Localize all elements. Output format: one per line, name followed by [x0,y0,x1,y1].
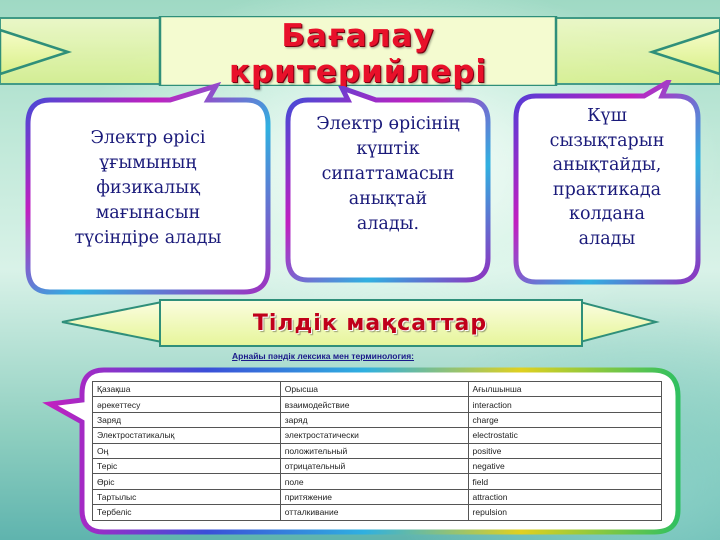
table-row [93,489,662,504]
table-cell: Заряд [93,412,281,427]
table-header-row [93,382,662,397]
header-russian: Орысша [280,382,468,397]
title-line-1: Бағалау [281,18,435,54]
table-cell: interaction [468,397,661,412]
table-row [93,397,662,412]
table-cell: field [468,474,661,489]
table-cell: поле [280,474,468,489]
table-cell: Оң [93,443,281,458]
table-cell: притяжение [280,489,468,504]
table-row [93,458,662,473]
table-row [93,428,662,443]
criterion-text-2: Электр өрісінің күштік сипаттамасын анықтай алады. [316,114,460,234]
table-cell: взаимодействие [280,397,468,412]
table-cell: положительный [280,443,468,458]
table-cell: attraction [468,489,661,504]
table-cell: отталкивание [280,505,468,520]
table-cell: repulsion [468,505,661,520]
vocabulary-caption: Арнайы пәндік лексика мен терминология: [232,351,415,361]
header-kazakh: Қазақша [93,382,281,397]
table-cell: positive [468,443,661,458]
table-cell: charge [468,412,661,427]
page-title [160,18,556,90]
table-cell: Электростатикалық [93,428,281,443]
table-cell: заряд [280,412,468,427]
criterion-card-3 [510,80,704,290]
criterion-text-1: Электр өрісі ұғымының физикалық мағынасын түсіндіре алады [74,128,222,248]
table-cell: электростатически [280,428,468,443]
table-row [93,505,662,520]
criterion-text-3: Күш сызықтарын анықтайды, практикада колдана алады [549,106,665,249]
table-cell: Теріс [93,458,281,473]
header-english: Ағылшынша [468,382,661,397]
criterion-card-2 [282,86,494,288]
table-cell: Тербеліс [93,505,281,520]
table-cell: отрицательный [280,458,468,473]
table-cell: әрекеттесу [93,397,281,412]
lang-right-arrow-icon [580,302,656,342]
table-row [93,474,662,489]
title-line-2: критерийлері [228,54,488,90]
table-cell: Тартылыс [93,489,281,504]
table-row [93,412,662,427]
table-cell: Өріс [93,474,281,489]
criterion-card-1 [20,82,276,300]
table-cell: negative [468,458,661,473]
language-goals-title: Тілдік мақсаттар [252,311,488,336]
table-row [93,443,662,458]
vocabulary-table [92,381,662,521]
table-cell: electrostatic [468,428,661,443]
lang-left-arrow-icon [62,302,162,342]
